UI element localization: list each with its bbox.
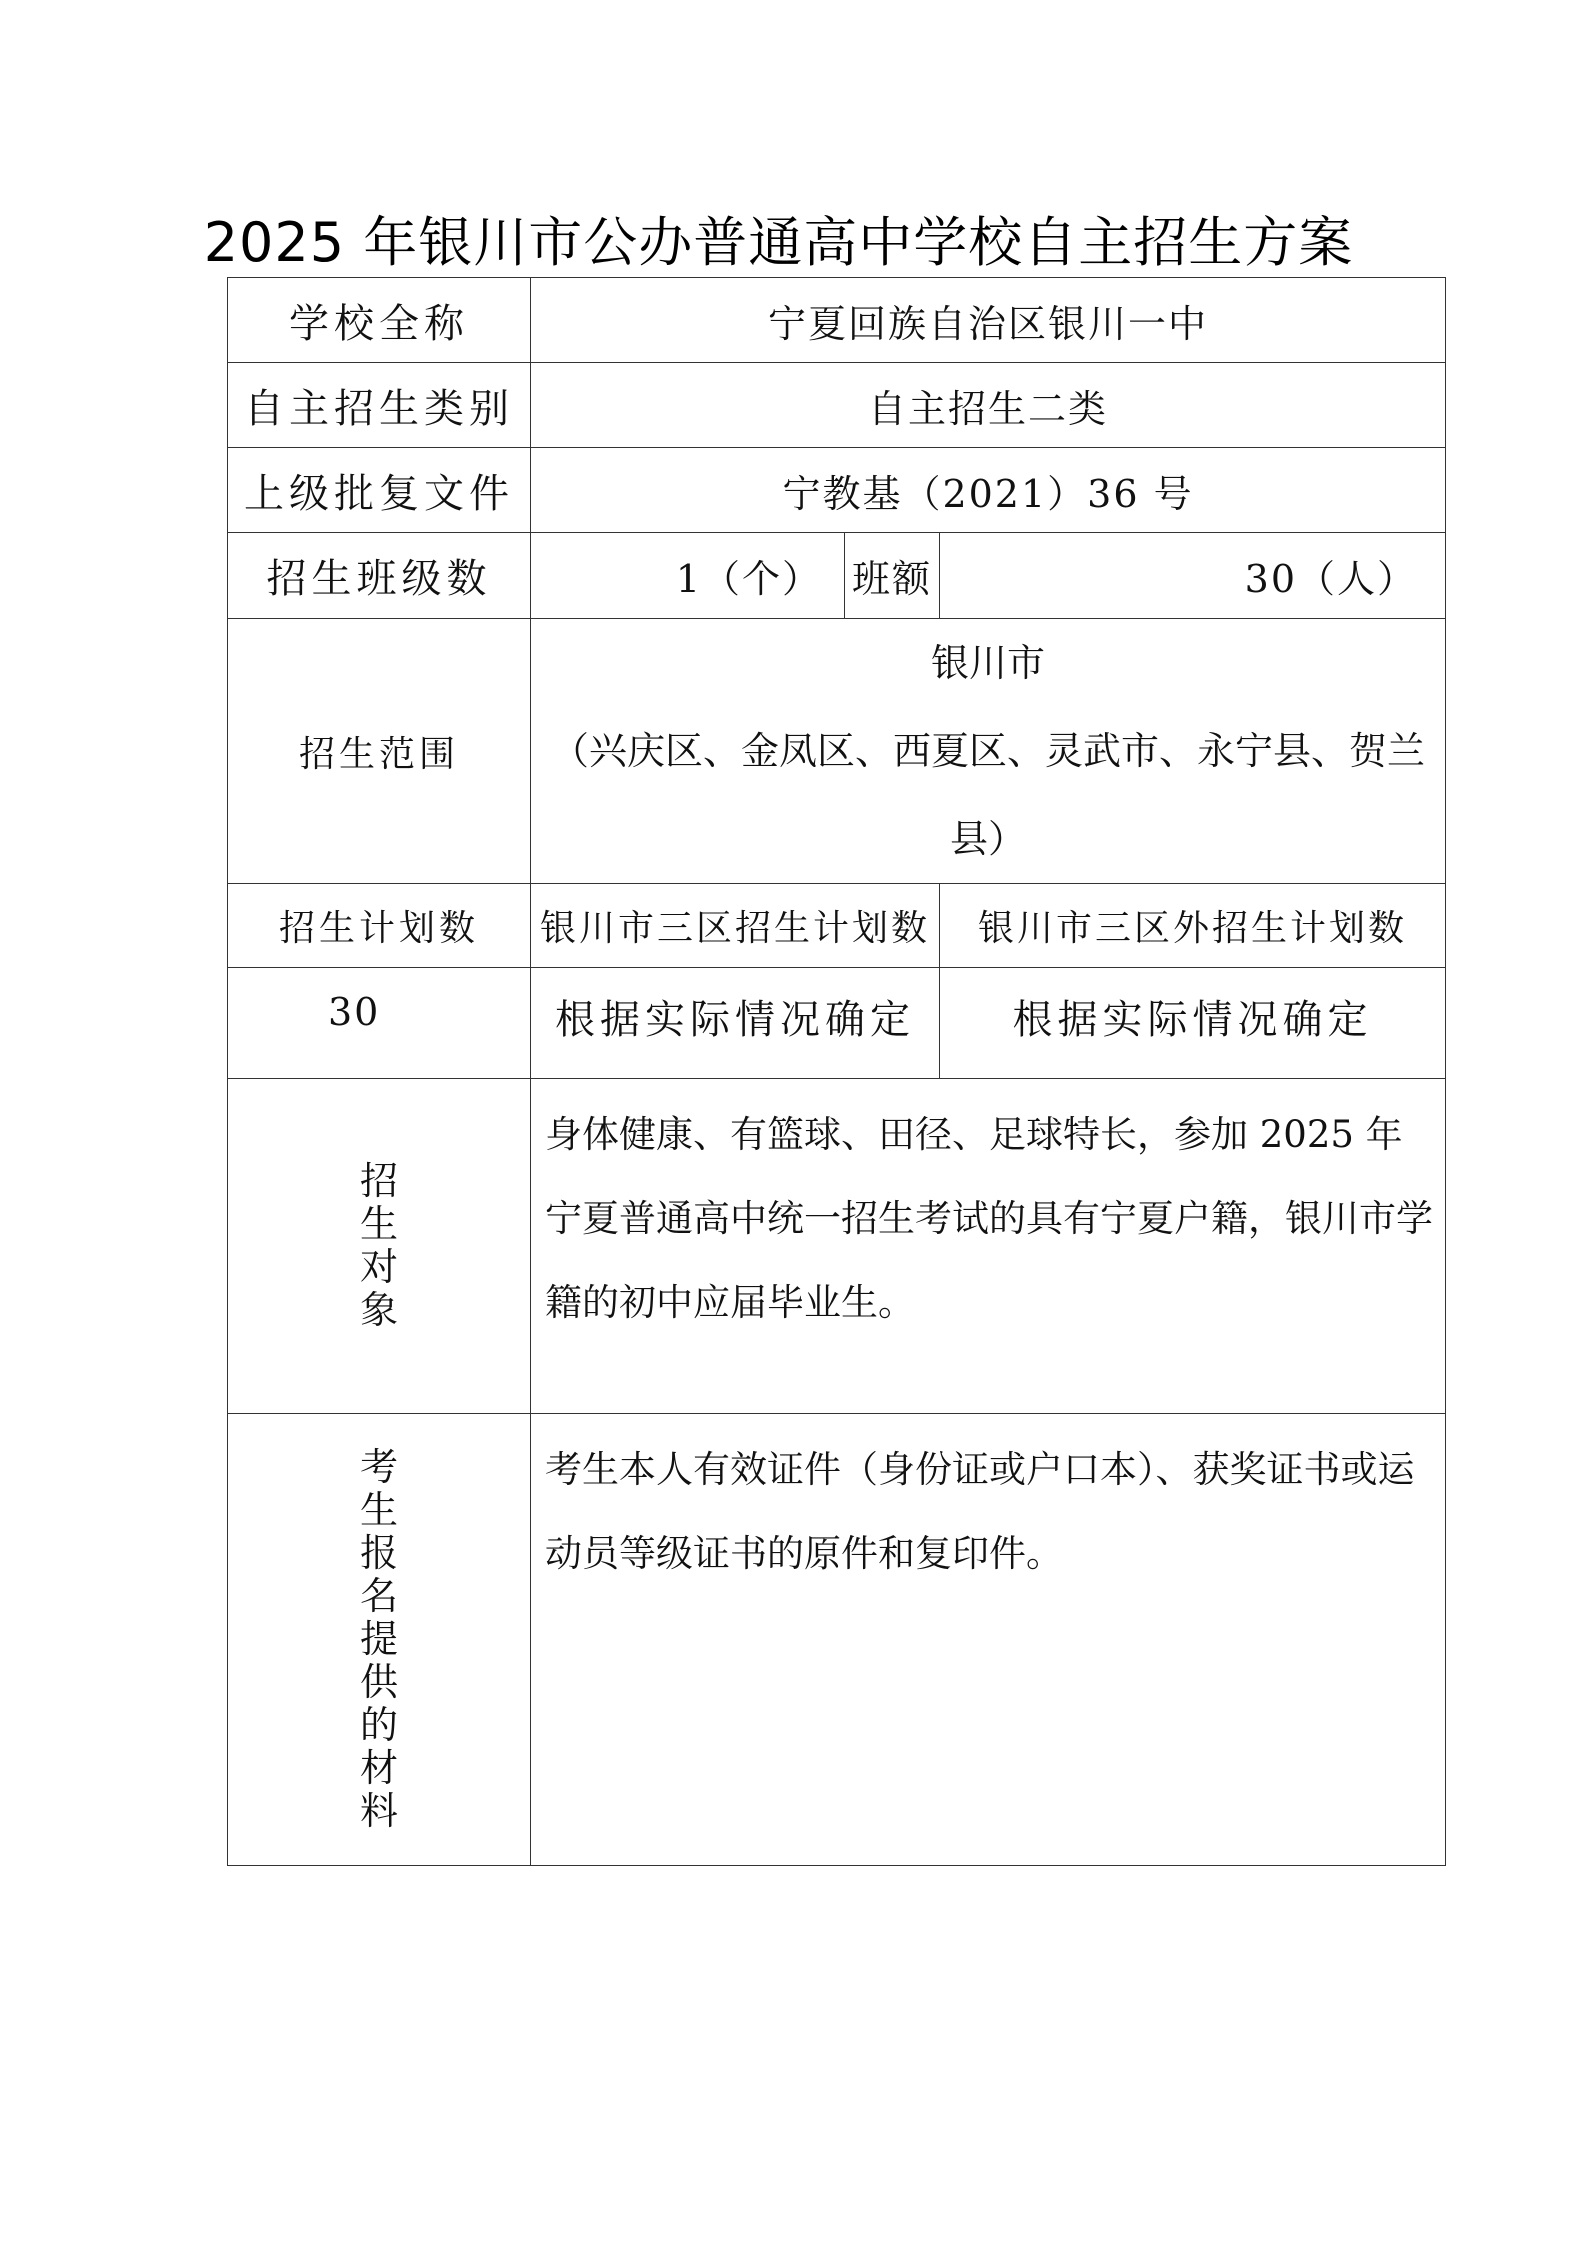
document-title: 2025 年银川市公办普通高中学校自主招生方案 bbox=[203, 211, 1354, 274]
plan-out-three-districts-value: 根据实际情况确定 bbox=[940, 968, 1446, 1079]
row-target bbox=[228, 1079, 1446, 1414]
row-classes bbox=[228, 533, 1446, 619]
row-scope bbox=[228, 619, 1446, 884]
approval-value: 宁教基（2021）36 号 bbox=[531, 448, 1446, 533]
scope-districts: （兴庆区、金凤区、西夏区、灵武市、永宁县、贺兰县） bbox=[551, 729, 1426, 861]
class-count-value: 1（个） bbox=[531, 533, 845, 619]
row-school-name bbox=[228, 278, 1446, 363]
scope-value bbox=[531, 619, 1446, 884]
row-category bbox=[228, 363, 1446, 448]
plan-out-three-districts-label: 银川市三区外招生计划数 bbox=[940, 884, 1446, 968]
plan-label: 招生计划数 bbox=[228, 884, 531, 968]
admission-plan-table bbox=[227, 277, 1446, 1866]
target-text: 身体健康、有篮球、田径、足球特长，参加 2025 年宁夏普通高中统一招生考试的具有宁夏户籍，银川市学籍的初中应届毕业生。 bbox=[531, 1079, 1446, 1414]
class-quota-label: 班额 bbox=[845, 533, 940, 619]
row-materials bbox=[228, 1414, 1446, 1866]
school-name-value: 宁夏回族自治区银川一中 bbox=[531, 278, 1446, 363]
row-plan-header bbox=[228, 884, 1446, 968]
plan-total-value: 30 bbox=[228, 968, 531, 1079]
category-value: 自主招生二类 bbox=[531, 363, 1446, 448]
scope-city: 银川市 bbox=[931, 641, 1046, 685]
plan-in-three-districts-value: 根据实际情况确定 bbox=[531, 968, 940, 1079]
row-approval bbox=[228, 448, 1446, 533]
school-name-label: 学校全称 bbox=[228, 278, 531, 363]
approval-label: 上级批复文件 bbox=[228, 448, 531, 533]
scope-label: 招生范围 bbox=[228, 619, 531, 884]
materials-text: 考生本人有效证件（身份证或户口本）、获奖证书或运动员等级证书的原件和复印件。 bbox=[531, 1414, 1446, 1866]
materials-label: 考生报名提供的材料 bbox=[360, 1445, 399, 1833]
classes-label: 招生班级数 bbox=[228, 533, 531, 619]
plan-in-three-districts-label: 银川市三区招生计划数 bbox=[531, 884, 940, 968]
class-quota-value: 30（人） bbox=[940, 533, 1446, 619]
row-plan-values bbox=[228, 968, 1446, 1079]
target-label: 招生对象 bbox=[360, 1159, 399, 1332]
materials-label-cell bbox=[228, 1414, 531, 1866]
category-label: 自主招生类别 bbox=[228, 363, 531, 448]
target-label-cell bbox=[228, 1079, 531, 1414]
